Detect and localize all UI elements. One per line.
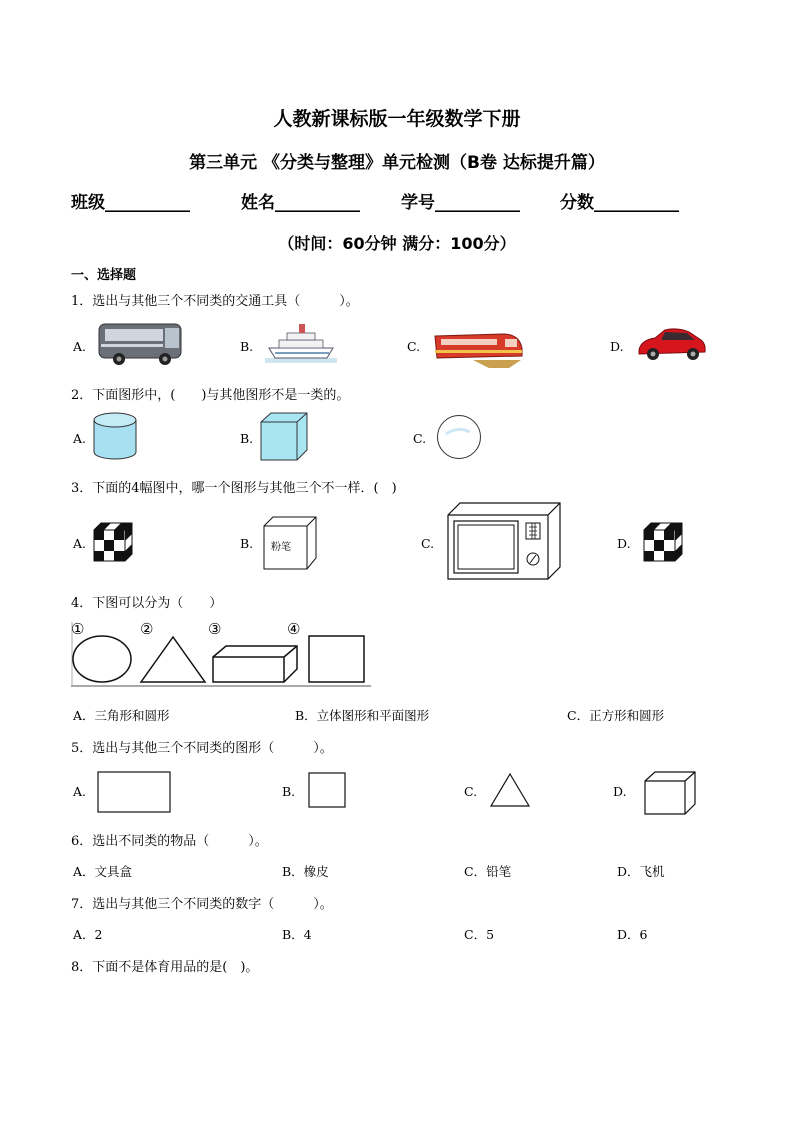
- chalk-label: 粉笔: [271, 542, 291, 553]
- q1-option-c[interactable]: C.: [407, 339, 421, 354]
- q3-option-c[interactable]: C.: [421, 536, 435, 551]
- rectangle-icon: [97, 771, 171, 813]
- q2-option-a[interactable]: A.: [73, 431, 87, 446]
- figure-label-3: ③: [208, 620, 222, 638]
- q4-option-a[interactable]: A．三角形和圆形: [73, 708, 170, 723]
- cube-icon: [260, 412, 308, 462]
- cylinder-icon: [92, 412, 138, 462]
- square-icon: [308, 772, 346, 808]
- figure-label-2: ②: [140, 620, 154, 638]
- q6-option-b[interactable]: B．橡皮: [282, 864, 329, 879]
- page-subtitle: 第三单元 《分类与整理》单元检测（B卷 达标提升篇）: [189, 153, 605, 173]
- q7-option-d[interactable]: D．6: [617, 927, 648, 942]
- question-1: 1．选出与其他三个不同类的交通工具（ ）。: [71, 294, 359, 309]
- page-title: 人教新课标版一年级数学下册: [273, 108, 521, 130]
- box-icon: [644, 771, 696, 815]
- figure-label-4: ④: [287, 620, 301, 638]
- question-8: 8．下面不是体育用品的是( )。: [71, 960, 259, 975]
- q1-option-d[interactable]: D.: [610, 339, 624, 354]
- q6-option-d[interactable]: D．飞机: [617, 864, 665, 879]
- rubiks-cube-icon: [93, 522, 133, 562]
- q4-option-b[interactable]: B．立体图形和平面图形: [295, 708, 430, 723]
- figure-label-1: ①: [71, 620, 85, 638]
- question-2: 2．下面图形中，( )与其他图形不是一类的。: [71, 388, 350, 403]
- question-5: 5．选出与其他三个不同类的图形（ ）。: [71, 741, 333, 756]
- circle-icon: [436, 414, 482, 460]
- q3-option-b[interactable]: B.: [240, 536, 254, 551]
- q4-option-c[interactable]: C．正方形和圆形: [567, 708, 665, 723]
- question-3: 3．下面的4幅图中，哪一个图形与其他三个不一样．( ): [71, 481, 397, 496]
- ship-icon: [265, 320, 337, 364]
- rubiks-cube-icon: [643, 522, 683, 562]
- class-field: 班级__________: [71, 193, 190, 213]
- triangle-icon: [490, 773, 530, 807]
- question-6: 6．选出不同类的物品（ ）。: [71, 834, 268, 849]
- time-info: （时间：60分钟 满分：100分）: [278, 234, 516, 253]
- section-heading: 一、选择题: [71, 268, 137, 283]
- q5-option-b[interactable]: B.: [282, 784, 296, 799]
- q1-option-b[interactable]: B.: [240, 339, 254, 354]
- score-field: 分数__________: [560, 193, 679, 213]
- student-number-field: 学号__________: [401, 193, 520, 213]
- q1-option-a[interactable]: A.: [73, 339, 87, 354]
- q6-option-a[interactable]: A．文具盒: [73, 864, 133, 879]
- q5-option-d[interactable]: D.: [613, 784, 627, 799]
- q2-option-b[interactable]: B.: [240, 431, 254, 446]
- q3-option-a[interactable]: A.: [73, 536, 87, 551]
- q7-option-a[interactable]: A．2: [73, 927, 103, 942]
- microwave-icon: [446, 501, 562, 581]
- name-field: 姓名__________: [241, 193, 360, 213]
- car-icon: [637, 326, 707, 364]
- q7-option-b[interactable]: B．4: [282, 927, 312, 942]
- q7-option-c[interactable]: C．5: [464, 927, 495, 942]
- q2-option-c[interactable]: C.: [413, 431, 427, 446]
- train-icon: [433, 326, 525, 370]
- q3-option-d[interactable]: D.: [617, 536, 631, 551]
- question-7: 7．选出与其他三个不同类的数字（ ）。: [71, 897, 333, 912]
- q6-option-c[interactable]: C．铅笔: [464, 864, 512, 879]
- bus-icon: [97, 318, 185, 368]
- question-4: 4．下图可以分为（ ）: [71, 596, 223, 611]
- q5-option-a[interactable]: A.: [73, 784, 87, 799]
- q5-option-c[interactable]: C.: [464, 784, 478, 799]
